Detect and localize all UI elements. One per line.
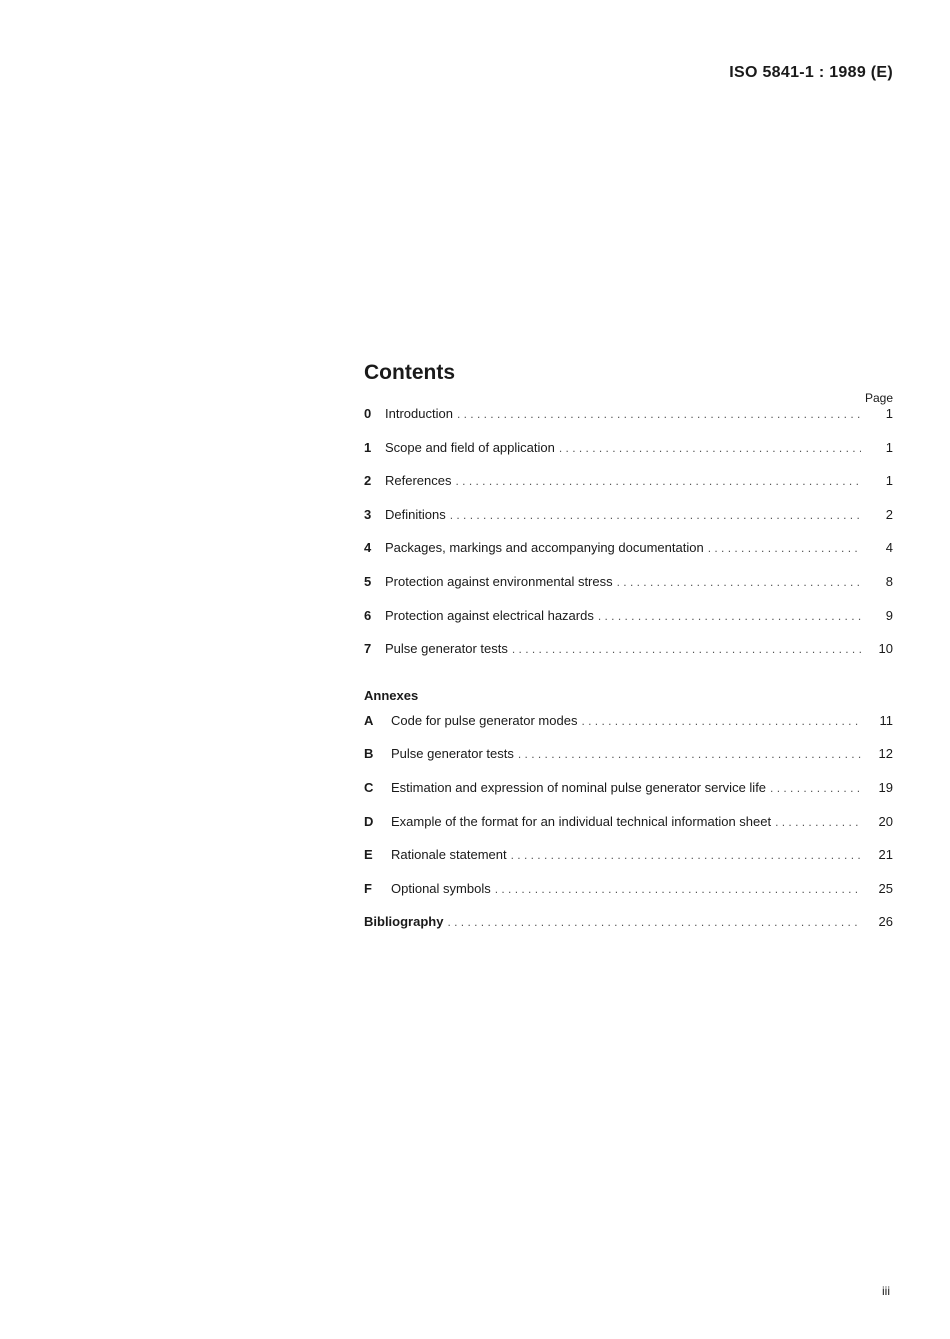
toc-leader-dots — [457, 407, 861, 421]
toc-entry-page: 2 — [885, 506, 893, 522]
toc-leader-dots — [447, 915, 861, 929]
toc-entry-page: 4 — [885, 540, 893, 556]
toc-annex-title: Code for pulse generator modes — [391, 712, 578, 728]
toc-entry-number: 2 — [364, 473, 372, 489]
toc-entry — [364, 406, 893, 440]
toc-leader-dots — [770, 781, 861, 795]
toc-entry-page: 9 — [885, 607, 893, 623]
toc-annex-entry — [364, 881, 893, 915]
toc-entry-page: 1 — [885, 406, 893, 421]
toc-entry-title: Packages, markings and accompanying documentation — [385, 540, 704, 556]
toc-annex-page: 25 — [878, 880, 893, 896]
toc-entry — [364, 540, 893, 574]
document-id: ISO 5841-1 : 1989 (E) — [729, 64, 893, 81]
toc-entry-title: Introduction — [385, 406, 453, 421]
toc-leader-dots — [511, 848, 861, 862]
toc-clauses — [364, 406, 893, 675]
toc-entry-number: 7 — [364, 641, 372, 657]
toc-entry-title: Protection against electrical hazards — [385, 607, 594, 623]
toc-entry-title: Definitions — [385, 506, 446, 522]
page-column-label: Page — [864, 391, 893, 405]
toc-entry-title: References — [385, 473, 452, 489]
toc-annex-letter: A — [364, 712, 374, 728]
toc-annex-page: 12 — [878, 746, 893, 762]
toc-annex-page: 20 — [878, 813, 893, 829]
toc-entry-title: Pulse generator tests — [385, 641, 508, 657]
toc-annex-entry — [364, 847, 893, 881]
toc-entry — [364, 608, 893, 642]
toc-entry-number: 1 — [364, 439, 372, 455]
toc-entry-page: 8 — [885, 573, 893, 589]
toc-leader-dots — [775, 815, 861, 829]
toc-leader-dots — [617, 575, 861, 589]
toc-entry-number: 3 — [364, 506, 372, 522]
toc-leader-dots — [495, 882, 861, 896]
toc-entry-number: 5 — [364, 573, 372, 589]
toc-annex-page: 11 — [879, 712, 893, 728]
toc-annex-letter: F — [364, 880, 372, 896]
annexes-heading: Annexes — [364, 687, 419, 703]
toc-entry — [364, 574, 893, 608]
toc-entry-page: 1 — [885, 473, 893, 489]
toc-entry-title: Scope and field of application — [385, 439, 555, 455]
toc-annex-letter: B — [364, 746, 374, 762]
toc-leader-dots — [598, 609, 861, 623]
contents-title: Contents — [364, 361, 455, 384]
toc-leader-dots — [450, 508, 861, 522]
toc-annex-entry — [364, 814, 893, 848]
toc-annex-letter: C — [364, 779, 374, 795]
toc-annex-title: Pulse generator tests — [391, 746, 514, 762]
toc-leader-dots — [581, 714, 861, 728]
toc-leader-dots — [512, 642, 861, 656]
toc-annex-title: Estimation and expression of nominal pulse generator service life — [391, 779, 767, 795]
table-of-contents — [364, 358, 893, 948]
toc-leader-dots — [455, 474, 861, 488]
toc-annex-title: Optional symbols — [391, 880, 491, 896]
toc-leader-dots — [559, 441, 861, 455]
toc-bibliography-entry — [364, 914, 893, 948]
toc-entry — [364, 507, 893, 541]
toc-bibliography-page: 26 — [878, 914, 893, 930]
toc-entry-page: 1 — [885, 439, 893, 455]
toc-leader-dots — [518, 747, 861, 761]
toc-bibliography-title: Bibliography — [364, 914, 444, 930]
toc-entry — [364, 641, 893, 675]
toc-annex-title: Rationale statement — [391, 847, 507, 863]
toc-entry-title: Protection against environmental stress — [385, 573, 613, 589]
toc-annex-title: Example of the format for an individual technical information sheet — [391, 813, 772, 829]
page-number: iii — [882, 1284, 890, 1298]
toc-annex-letter: E — [364, 847, 373, 863]
toc-entry — [364, 473, 893, 507]
toc-annex-page: 21 — [878, 847, 893, 863]
toc-leader-dots — [708, 541, 861, 555]
toc-annex-entry — [364, 780, 893, 814]
toc-annex-entry — [364, 746, 893, 780]
toc-entry-number: 6 — [364, 607, 372, 623]
toc-annex-letter: D — [364, 813, 374, 829]
toc-entry-number: 0 — [364, 406, 372, 421]
toc-annexes — [364, 713, 893, 915]
toc-entry-number: 4 — [364, 540, 372, 556]
toc-annex-entry — [364, 713, 893, 747]
toc-annex-page: 19 — [878, 779, 893, 795]
toc-entry — [364, 440, 893, 474]
toc-entry-page: 10 — [878, 641, 893, 657]
